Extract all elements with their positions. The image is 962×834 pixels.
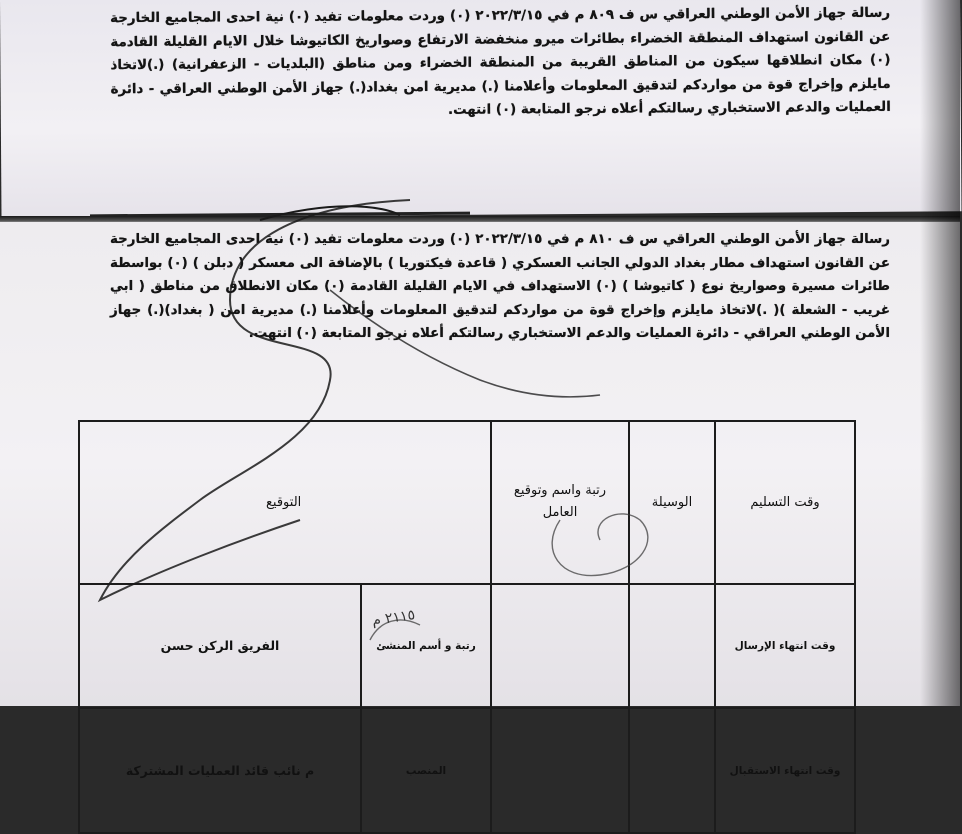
message-sheet-top [0,0,961,218]
table-row [79,708,855,833]
message-text-809: رسالة جهاز الأمن الوطني العراقي س ف ٨٠٩ م في ٢٠٢٢/٣/١٥ (٠) وردت معلومات تفيد (٠) نية احدى المجاميع الخارجة عن القانون استهداف المنطقة الخضراء بطائرات ميرو منخفضة الارتفاع وصواريخ الكاتيوشا خلال الايام القليلة القادمة (٠) مكان انطلاقها سيكون من المناطق القريبة من المنطقة الخضراء ومن مناطق (البلديات - الزعفرانية) (.)لاتخاذ مايلزم وإخراج قوة من مواردكم لتدقيق المعلومات وأعلامنا (.) مديرية امن بغداد(.) جهاز الأمن الوطني العراقي - دائرة العمليات والدعم الاستخباري رسالتكم أعلاه نرجو المتابعة (٠) انتهت. [110,5,891,118]
cell-worker-empty [491,584,629,709]
label-originator-rank-name: رتبة و أسم المنشئ [361,584,491,709]
header-delivery-time: وقت التسليم [715,421,855,584]
message-sheet-bottom [0,222,960,779]
row-label-receive-end: وقت انتهاء الاستقبال [715,708,855,833]
table-header-row [79,421,855,584]
header-worker: رتبة واسم وتوقيع العامل [491,421,629,584]
cell-worker-empty [491,708,629,833]
row-label-send-end: وقت انتهاء الإرسال [715,584,855,709]
value-position: م نائب قائد العمليات المشتركة [79,708,361,833]
header-means: الوسيلة [629,421,715,584]
label-position: المنصب [361,708,491,833]
handwritten-note: ٢١١٥ م [371,607,417,629]
message-text-810: رسالة جهاز الأمن الوطني العراقي س ف ٨١٠ م في ٢٠٢٢/٣/١٥ (٠) وردت معلومات تفيد (٠) نية احدى المجاميع الخارجة عن القانون استهداف مطار بغداد الدولي الجانب العسكري ( قاعدة فيكتوريا ) بالإضافة الى معسكر ( دبلن ) (٠) بواسطة طائرات مسيرة وصواريخ نوع ( كاتيوشا ) (٠) الاستهداف في الايام القليلة القادمة (٠) مكان الانطلاق من مناطق ( ابي غريب - الشعلة )( .)لاتخاذ مايلزم وإخراج قوة من مواردكم لتدقيق المعلومات وأعلامنا (.) مديرية امن ( بغداد)(.) جهاز الأمن الوطني العراقي - دائرة العمليات والدعم الاستخباري رسالتكم أعلاه نرجو المتابعة (٠) انتهت. [110,232,891,341]
header-signature: التوقيع [79,421,491,584]
cell-means-empty [629,708,715,833]
value-originator-name: الفريق الركن حسن [79,584,361,709]
receipt-table [78,420,856,834]
table-row [79,584,855,709]
cell-means-empty [629,584,715,709]
